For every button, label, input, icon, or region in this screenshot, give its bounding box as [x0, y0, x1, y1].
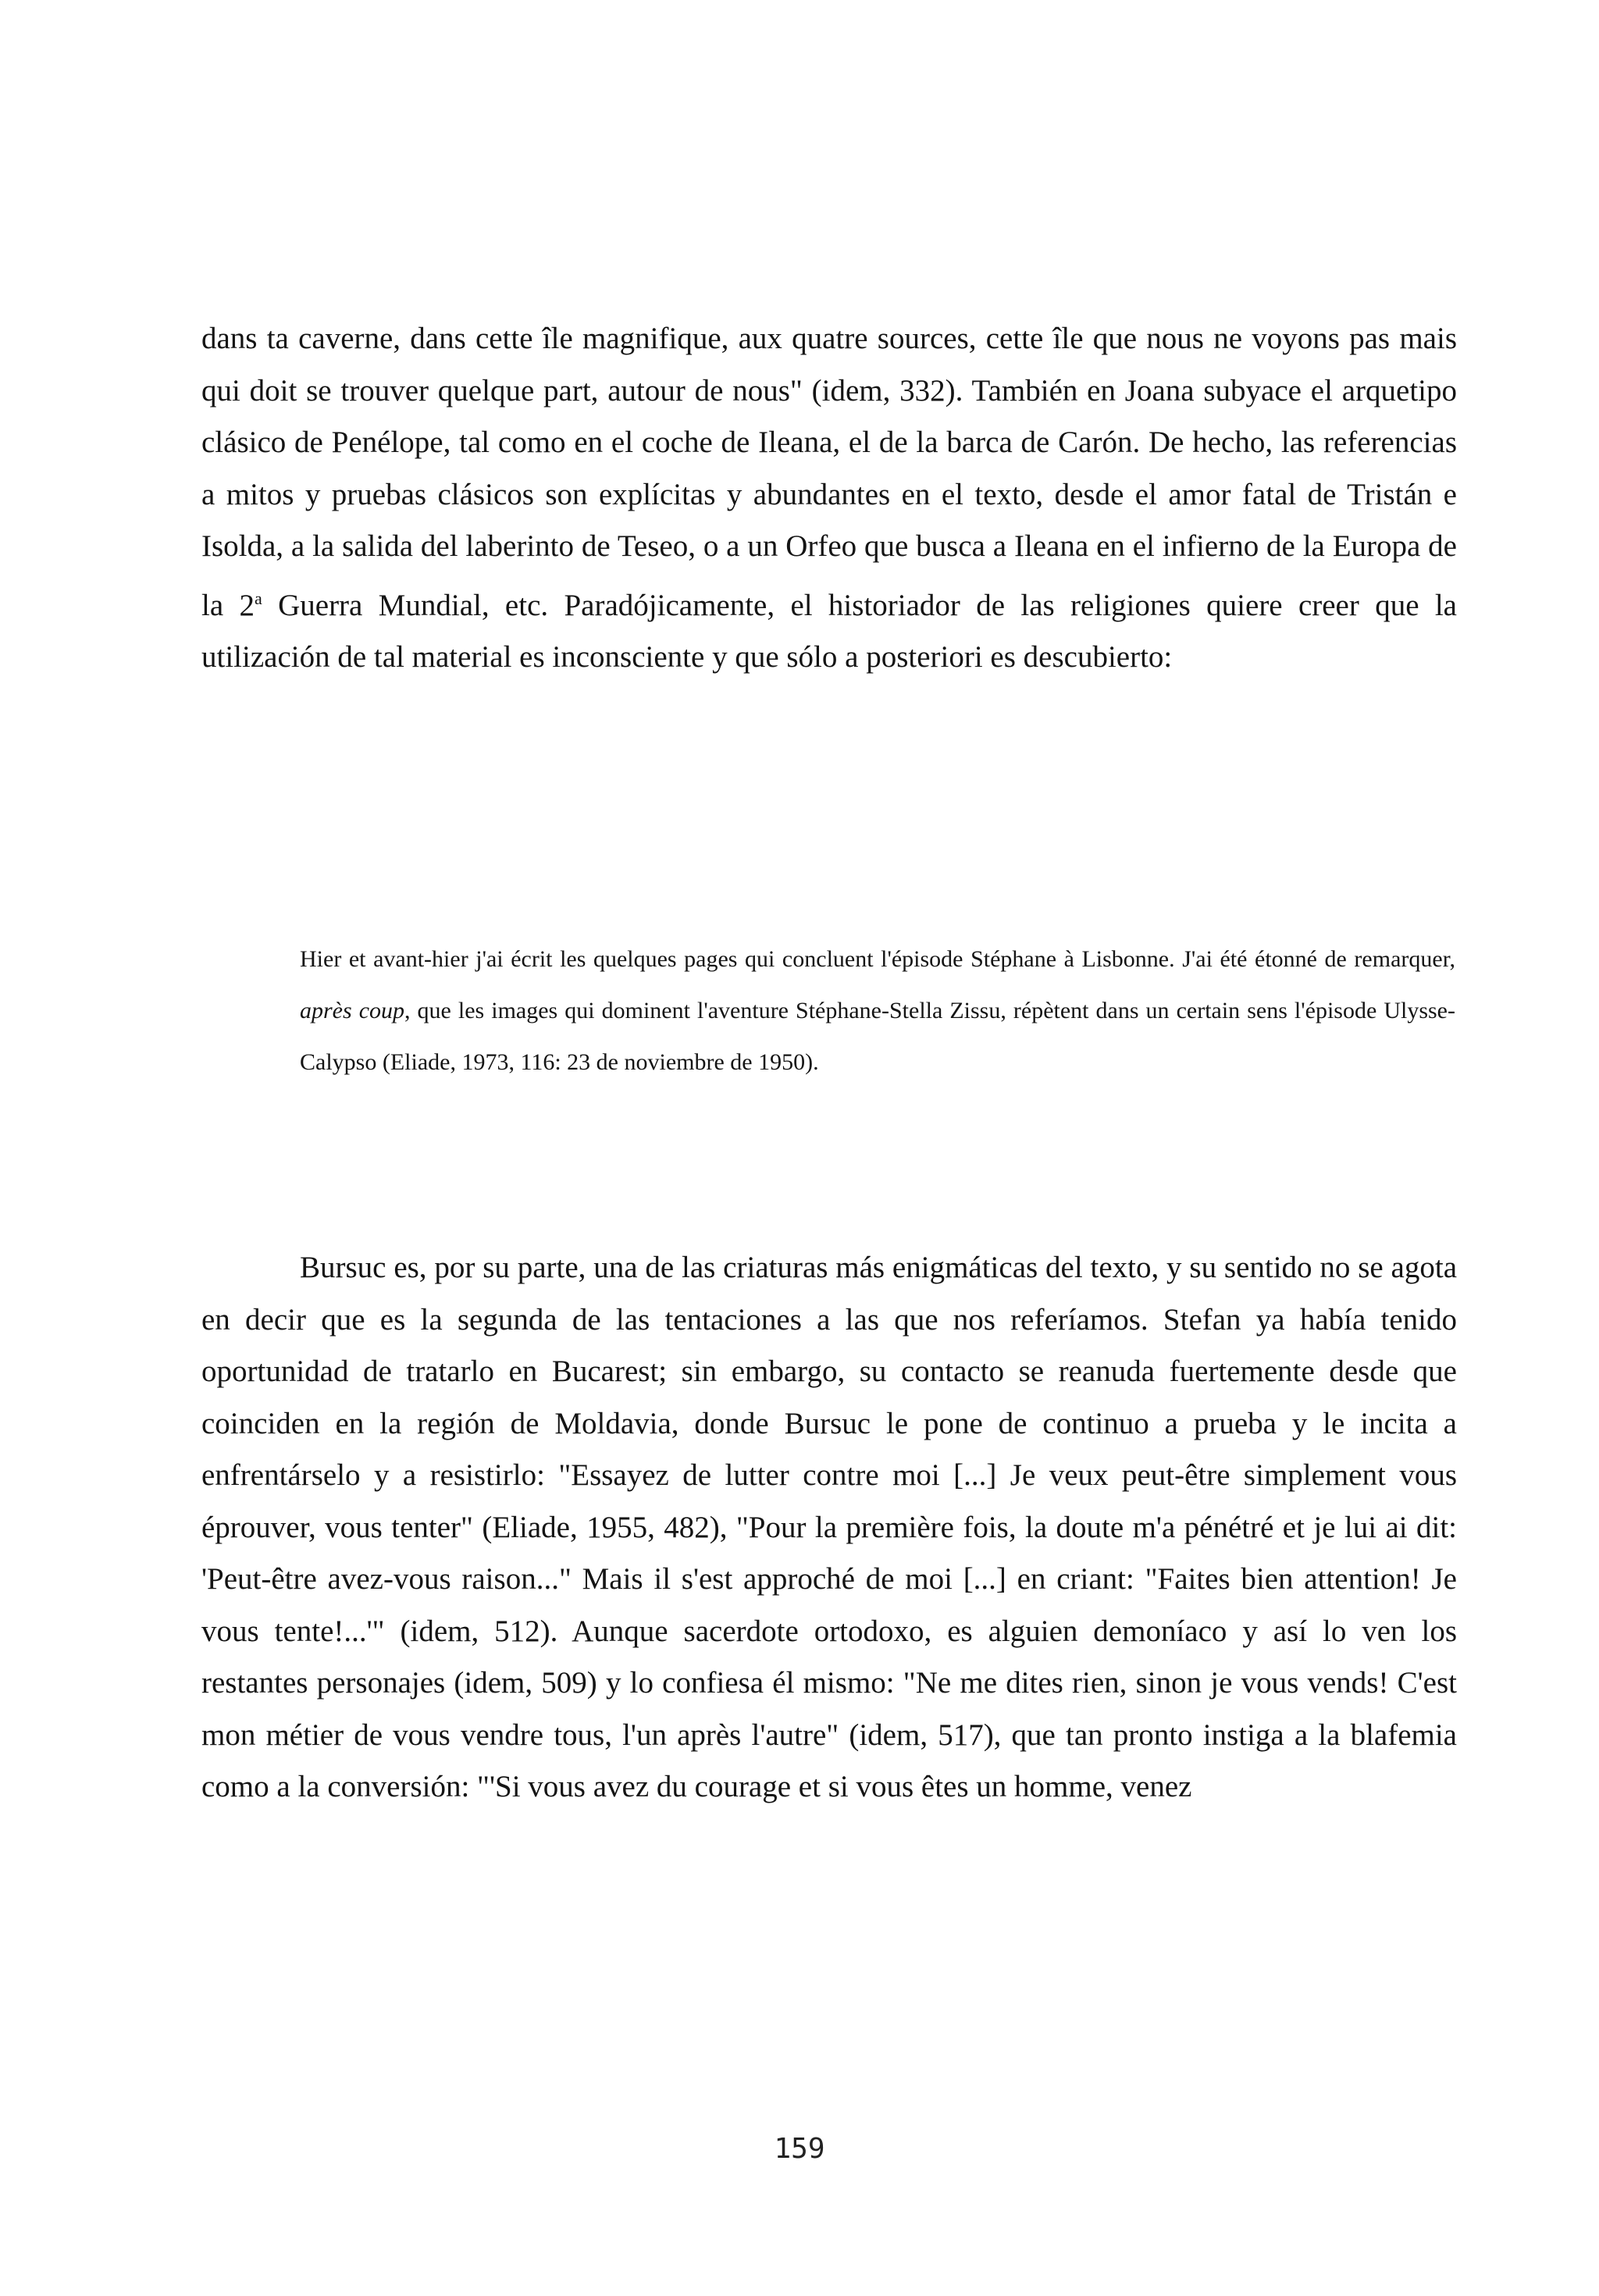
quote-text: , que les images qui dominent l'aventure Stéphane-Stella Zissu, répètent dans un certain sens l'épisode Ulysse-Calypso (Eliade, 1973, 116: 23 de noviembre de 1950). — [300, 998, 1455, 1075]
block-quote — [300, 934, 1455, 1088]
body-paragraph: Bursuc es, por su parte, una de las criaturas más enigmáticas del texto, y su sentido no se agota en decir que es la segunda de las tentaciones a las que nos referíamos. Stefan ya había tenido oportunidad de tratarlo en Bucarest; sin embargo, su contacto se reanuda fuertemente desde que coinciden en la región de Moldavia, donde Bursuc le pone de continuo a prueba y le incita a enfrentárselo y a resistirlo: "Essayez de lutter contre moi [...] Je veux peut-être simplement vous éprouver, vous tenter" (Eliade, 1955, 482), "Pour la première fois, la doute m'a pénétré et je lui ai dit: 'Peut-être avez-vous raison..." Mais il s'est approché de moi [...] en criant: "Faites bien attention! Je vous tente!...'" (idem, 512). Aunque sacerdote ortodoxo, es alguien demoníaco y así lo ven los restantes personajes (idem, 509) y lo confiesa él mismo: "Ne me dites rien, sinon je vous vends! C'est mon métier de vous vendre tous, l'un après l'autre" (idem, 517), que tan pronto instiga a la blafemia como a la conversión: "'Si vous avez du courage et si vous êtes un homme, venez — [201, 1251, 1457, 1803]
quote-italic: après coup — [300, 998, 405, 1023]
paragraph-text: Guerra Mundial, etc. Paradójicamente, el historiador de las religiones quiere creer que la utilización de tal material es inconsciente y que sólo a posteriori es descubierto: — [201, 588, 1457, 674]
quote-text: Hier et avant-hier j'ai écrit les quelques pages qui concluent l'épisode Stéphane à Lisbonne. J'ai été étonné de remarquer, — [300, 946, 1455, 972]
ordinal-superscript: a — [254, 588, 262, 608]
page-number: 159 — [774, 2133, 825, 2165]
paragraph-text: dans ta caverne, dans cette île magnifique, aux quatre sources, cette île que nous ne voyons pas mais qui doit se trouver quelque part, autour de nous" (idem, 332). También en Joana subyace el arquetipo clásico de Penélope, tal como en el coche de Ileana, el de la barca de Carón. De hecho, las referencias a mitos y pruebas clásicos son explícitas y abundantes en el texto, desde el amor fatal de Tristán e Isolda, a la salida del laberinto de Teseo, o a un Orfeo que busca a Ileana en el infierno de la Europa de la 2 — [201, 322, 1457, 622]
body-paragraph — [201, 313, 1457, 684]
